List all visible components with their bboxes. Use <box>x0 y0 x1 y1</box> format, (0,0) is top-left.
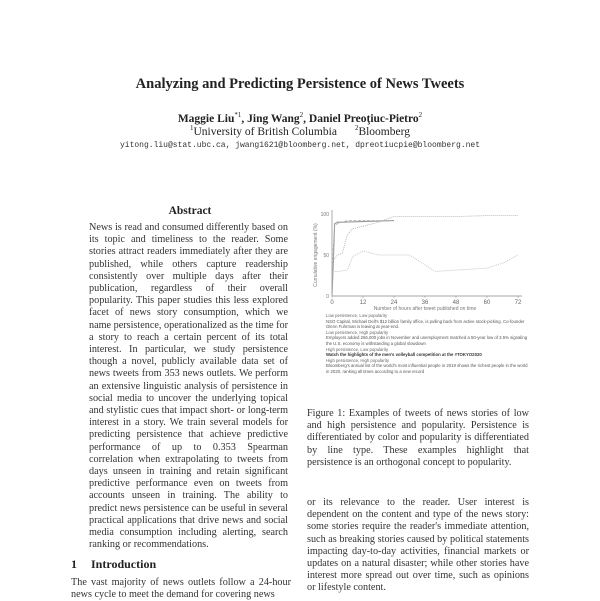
svg-text:48: 48 <box>452 300 460 306</box>
author-mark: *1 <box>234 111 242 119</box>
paper-title: Analyzing and Predicting Persistence of News Tweets <box>135 76 465 92</box>
affiliation-name: Bloomberg <box>358 125 410 138</box>
section-number: 1 <box>71 557 77 571</box>
tweet-text: NSO Capital, Michael Dell's $12 billion family office, is pulling back from active stock-picking. Co-founder Glenn Fuhrman is leaving at year-end. <box>326 318 525 330</box>
section-title: Introduction <box>91 557 157 571</box>
figure-caption: Figure 1: Examples of tweets of news stories of low and high persistence and popularity. Persistence is differentiated by color and popularity is differentiated by line type. These examples highlight that persistence is an orthogonal concept to popularity. <box>307 408 529 468</box>
tweet-label: High persistence, High popularity <box>326 357 390 363</box>
svg-text:24: 24 <box>390 300 398 306</box>
tweet-example <box>326 330 530 347</box>
section-heading <box>71 557 156 572</box>
body-text-right: or its relevance to the reader. User interest is dependent on the content and type of the news story: some stories require the reader's immediate attention, such as breaking stories caused by political statements impacting day-to-day activities, financial markets or updates on a natural disaster; while other stories have interest more spread out over time, such as opinions or lifestyle content. <box>307 497 529 594</box>
author-name: Jing Wang <box>247 112 300 125</box>
svg-text:0: 0 <box>330 300 334 306</box>
affiliation-name: University of British Columbia <box>193 125 337 138</box>
author-emails: yitong.liu@stat.ubc.ca, jwang1621@bloomberg.net, dpreotiucpie@bloomberg.net <box>119 141 481 150</box>
author-mark: 2 <box>418 111 423 119</box>
svg-text:Cumulative engagement (%): Cumulative engagement (%) <box>313 223 319 287</box>
tweet-examples <box>326 313 530 375</box>
author-mark: 2 <box>299 111 304 119</box>
svg-text:36: 36 <box>421 300 429 306</box>
tweet-example <box>326 347 530 358</box>
affiliations <box>0 124 600 138</box>
author-list: Maggie Liu$^{*1}$, Jing Wang$^2$, Daniel Preoţiuc-Pietro$^2$ <box>177 111 423 125</box>
author-name: Daniel Preoţiuc-Pietro <box>308 112 419 125</box>
tweet-text: Employers added 266,000 jobs in November and unemployment matched a 50-year low of 3.5% signaling the U.S. economy is withstanding a global slowdown <box>326 335 528 346</box>
chart-axes <box>332 210 522 296</box>
svg-text:0: 0 <box>326 294 329 300</box>
chart-lines <box>332 216 518 296</box>
abstract-text: News is read and consumed differently based on its topic and timeliness to the reader. Some stories attract readers immediately after they are published, while others capture readership consistently over multiple days after their publication, regardless of their overall popularity. This paper studies this less explored facet of news story consumption, which we name persistence, operationalized as the time for a story to reach a certain percent of its total interest. In particular, we study persistence though a novel, publicly available data set of news tweets from 353 news outlets. We perform an extensive linguistic analysis of persistence in social media to uncover the underlying topical and stylistic cues that impact short- or long-term interest in a story. We train several models for predicting persistence that achieve predictive performance of up to 0.353 Spearman correlation when extrapolating to tweets from days unseen in training and retain significant predictive performance even on tweets from accounts unseen in training. The ability to predict news persistence can be useful in several practical applications that drive news and social media consumption including alerting, search ranking or recommendations. <box>89 222 288 551</box>
svg-text:Number of hours after tweet pu: Number of hours after tweet published on time <box>373 306 477 311</box>
abstract-heading: Abstract <box>168 205 212 217</box>
tweet-label: Low persistence, Low popularity <box>326 313 388 318</box>
svg-text:100: 100 <box>320 212 329 218</box>
author-name: Maggie Liu <box>177 112 235 125</box>
figure-1 <box>308 206 530 396</box>
persistence-line-chart <box>308 206 530 311</box>
tweet-text: Bloomberg's annual list of the world's most influential people in 2019 shows the richest people in the world in 2020, ranking all times according to a new record <box>326 363 528 374</box>
svg-text:12: 12 <box>359 300 367 306</box>
svg-text:50: 50 <box>323 253 329 259</box>
introduction-text: The vast majority of news outlets follow a 24-hour news cycle to meet the demand for covering news <box>71 577 291 601</box>
tweet-text: Watch the highlights of the men's volleyball competition at the #TOKYO2020 <box>326 352 482 358</box>
tweet-label: Low persistence, High popularity <box>326 329 389 335</box>
tweet-example <box>326 358 530 375</box>
tweet-example <box>326 313 530 330</box>
affiliation-mark: 2 <box>354 124 359 132</box>
tweet-label: High persistence, Low popularity <box>326 346 389 352</box>
svg-text:60: 60 <box>483 300 491 306</box>
affiliation-mark: 1 <box>190 124 194 132</box>
svg-text:72: 72 <box>514 300 522 306</box>
